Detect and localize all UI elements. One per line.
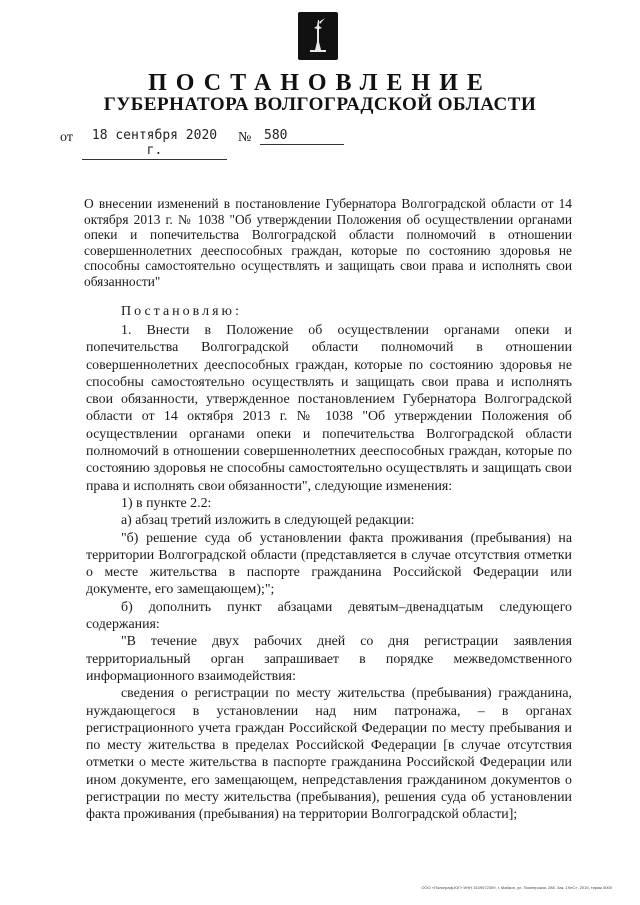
body-paragraph: 1. Внести в Положение об осуществлении органами опеки и попечительства Волгоградской области полномочий в отношении совершеннолетних дееспособных граждан, которые по состоянию здоровья не способны самостоятельно осуществлять и защищать свои права и исполнять свои обязанности, утвержденное постановлением Губернатора Волгоградской области от 14 октября 2013 г. № 1038 "Об утверждении Положения об осуществлении органами опеки и попечительства Волгоградской области полномочий в отношении совершеннолетних дееспособных граждан, которые по состоянию здоровья не способны самостоятельно осуществлять и защищать свои права и исполнять свои обязанности", следующие изменения: [86, 323, 572, 494]
document-subtitle: ГУБЕРНАТОРА ВОЛГОГРАДСКОЙ ОБЛАСТИ [103, 94, 537, 115]
body-paragraph: а) абзац третий изложить в следующей редакции: [121, 513, 415, 529]
body-paragraph: "В течение двух рабочих дней со дня регистрации заявления территориальный орган запрашивает в порядке межведомственного информационного взаимодействия: [86, 634, 572, 684]
document-body [86, 322, 572, 824]
dateline [60, 128, 360, 158]
document-subject: О внесении изменений в постановление Губернатора Волгоградской области от 14 октября 2013 г. № 1038 "Об утверждении Положения об осуществлении органами опеки и попечительства Волгоградской области полномочий в отношении совершеннолетних дееспособных граждан, которые по состоянию здоровья не способны самостоятельно осуществлять и защищать свои права и исполнять свои обязанности" [84, 196, 572, 289]
document-title: ПОСТАНОВЛЕНИЕ [148, 70, 492, 96]
body-paragraph: 1) в пункте 2.2: [121, 495, 212, 511]
date-from-label: от [60, 130, 73, 145]
document-number: 580 [260, 128, 344, 145]
volgograd-emblem-icon [298, 12, 338, 60]
body-paragraph: б) дополнить пункт абзацами девятым–двенадцатым следующего содержания: [86, 599, 572, 633]
body-paragraph: сведения о регистрации по месту жительства (пребывания) гражданина, нуждающегося в установлении над ним патронажа, – в органах регистрационного учета граждан Российской Федерации по месту пребывания и по месту жительства в пределах Российской Федерации [в случае отсутствия отметки о месте жительства в паспорте гражданина Российской Федерации или ином документе, его замещающем, непредставления гражданином документов о регистрации по месту жительства (пребывания), решения суда об установлении факта проживания (пребывания) на территории Волгоградской области]; [86, 686, 572, 823]
number-label: № [238, 130, 252, 145]
resolve-heading: Постановляю: [121, 304, 242, 319]
document-date: 18 сентября 2020 г. [82, 128, 227, 160]
printer-imprint: ООО «Полиграф-ЮГ» ИНН 3109072309, г. Майкоп, ул. Пионерская, 288. Зак. 19лС», 2015, тираж 5000 [421, 885, 612, 890]
body-paragraph: "б) решение суда об установлении факта проживания (пребывания) на территории Волгоградской области (представляется в случае отсутствия отметки о месте жительства в паспорте гражданина Российской Федерации или документе, его замещающем);"; [86, 530, 572, 598]
